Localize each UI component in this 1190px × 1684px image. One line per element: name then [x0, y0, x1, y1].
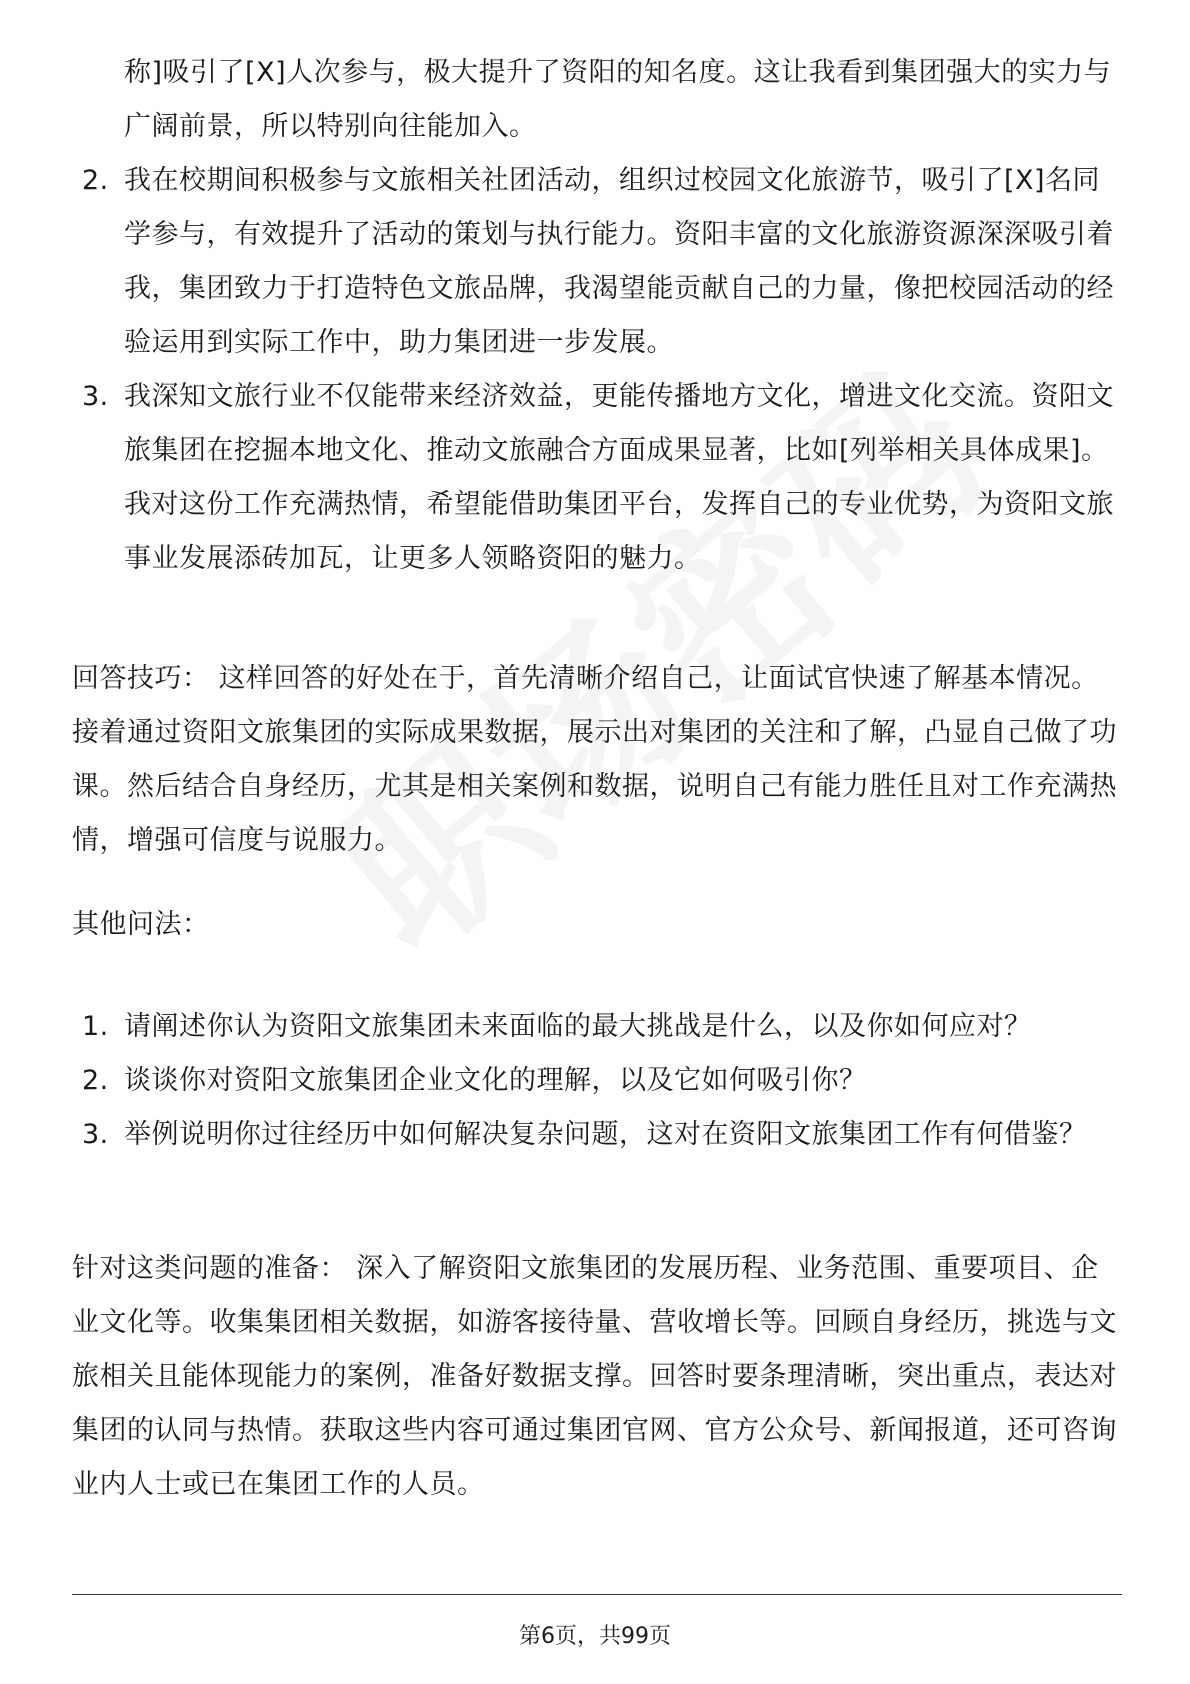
list-item-number: 1.	[82, 1011, 109, 1042]
list-item-number: 2.	[82, 1065, 109, 1096]
continued-list-item-text: 称]吸引了[X]人次参与，极大提升了资阳的知名度。这让我看到集团强大的实力与广阔前景，所以特别向往能加入。	[124, 57, 1112, 142]
list-item-number: 2.	[82, 165, 109, 196]
answer-tips-paragraph: 回答技巧： 这样回答的好处在于，首先清晰介绍自己，让面试官快速了解基本情况。接着通过资阳文旅集团的实际成果数据，展示出对集团的关注和了解，凸显自己做了功课。然后结合自身经历，尤其是相关案例和数据，说明自己有能力胜任且对工作充满热情，增强可信度与说服力。	[72, 663, 1117, 856]
reasons-list	[0, 154, 1190, 586]
other-questions-heading: 其他问法：	[72, 909, 210, 940]
list-item	[0, 1108, 1124, 1162]
list-item-text: 我在校期间积极参与文旅相关社团活动，组织过校园文化旅游节，吸引了[X]名同学参与，有效提升了活动的策划与执行能力。资阳丰富的文化旅游资源深深吸引着我，集团致力于打造特色文旅品牌，我渴望能贡献自己的力量，像把校园活动的经验运用到实际工作中，助力集团进一步发展。	[124, 165, 1114, 358]
list-item-text: 请阐述你认为资阳文旅集团未来面临的最大挑战是什么，以及你如何应对？	[124, 1011, 1032, 1042]
list-item-text: 谈谈你对资阳文旅集团企业文化的理解，以及它如何吸引你？	[124, 1065, 867, 1096]
page-number: 第6页，共99页	[519, 1624, 671, 1649]
list-item	[0, 154, 1124, 370]
list-item-text: 我深知文旅行业不仅能带来经济效益，更能传播地方文化，增进文化交流。资阳文旅集团在挖掘本地文化、推动文旅融合方面成果显著，比如[列举相关具体成果]。我对这份工作充满热情，希望能借助集团平台，发挥自己的专业优势，为资阳文旅事业发展添砖加瓦，让更多人领略资阳的魅力。	[124, 381, 1114, 574]
alternative-questions-list	[0, 1000, 1190, 1162]
footer-divider	[72, 1594, 1122, 1595]
list-item	[0, 370, 1124, 586]
list-item	[0, 1000, 1124, 1054]
list-item-number: 3.	[82, 1119, 109, 1150]
preparation-paragraph: 针对这类问题的准备： 深入了解资阳文旅集团的发展历程、业务范围、重要项目、企业文化等。收集集团相关数据，如游客接待量、营收增长等。回顾自身经历，挑选与文旅相关且能体现能力的案例，准备好数据支撑。回答时要条理清晰，突出重点，表达对集团的认同与热情。获取这些内容可通过集团官网、官方公众号、新闻报道，还可咨询业内人士或已在集团工作的人员。	[72, 1253, 1117, 1500]
list-item-text: 举例说明你过往经历中如何解决复杂问题，这对在资阳文旅集团工作有何借鉴？	[124, 1119, 1087, 1150]
list-item	[0, 1054, 1124, 1108]
list-item-number: 3.	[82, 381, 109, 412]
